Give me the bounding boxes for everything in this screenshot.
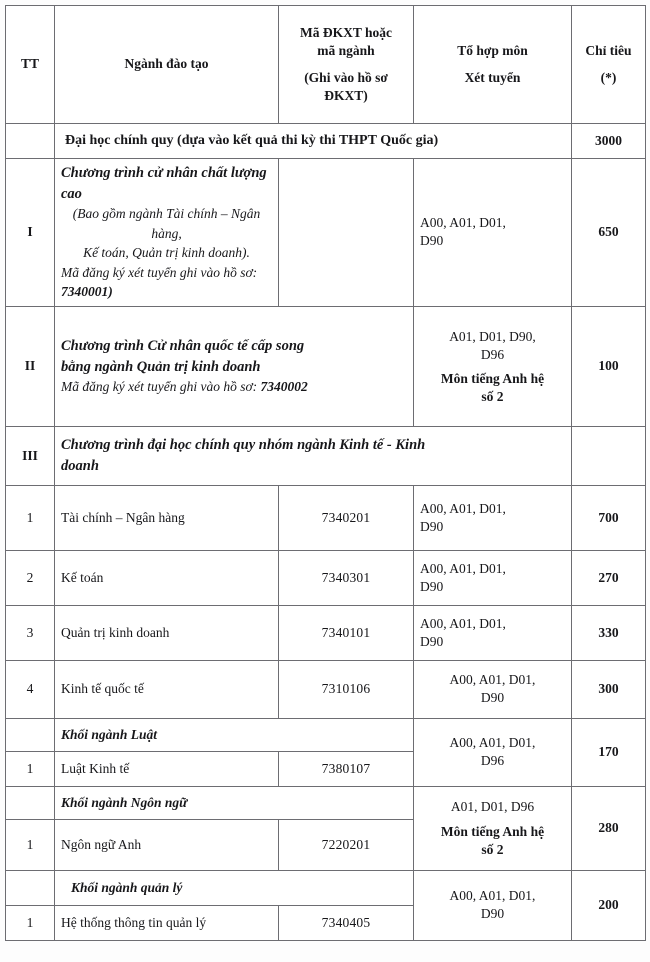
table-row bbox=[6, 550, 646, 605]
section-III-line2: doanh bbox=[61, 457, 99, 474]
section-I-combo-line1: A00, A01, D01, bbox=[420, 215, 506, 231]
section-III-tt: III bbox=[6, 426, 55, 485]
section-II-line3-prefix: Mã đăng ký xét tuyển ghi vào hồ sơ: bbox=[61, 379, 261, 395]
major-name: Kế toán bbox=[55, 550, 279, 605]
major-name: Tài chính – Ngân hàng bbox=[55, 485, 279, 550]
major-combo-line2: D90 bbox=[480, 690, 505, 706]
group-title: Khối ngành quản lý bbox=[55, 870, 414, 905]
major-code: 7380107 bbox=[279, 751, 414, 786]
major-code: 7340201 bbox=[279, 485, 414, 550]
section-II-line2: bằng ngành Quản trị kinh doanh bbox=[61, 358, 261, 375]
section-II-tt: II bbox=[6, 306, 55, 426]
section-I-line4 bbox=[61, 263, 272, 302]
major-tt: 3 bbox=[6, 605, 55, 660]
group-tt-empty bbox=[6, 718, 55, 751]
major-tt: 1 bbox=[6, 751, 55, 786]
group-combo-line2: D96 bbox=[480, 753, 505, 769]
header-chitieu-line1: Chỉ tiêu bbox=[585, 42, 632, 58]
section-II-quota: 100 bbox=[572, 306, 646, 426]
major-tt: 1 bbox=[6, 485, 55, 550]
group-combo-line1: A00, A01, D01, bbox=[449, 735, 536, 751]
group-combo-sub2: số 2 bbox=[481, 842, 504, 857]
major-name: Quản trị kinh doanh bbox=[55, 605, 279, 660]
major-combo-line1: A00, A01, D01, bbox=[420, 560, 506, 576]
major-combo-line1: A00, A01, D01, bbox=[420, 500, 506, 516]
header-cell-tohop bbox=[414, 6, 572, 124]
header-cell-nganh: Ngành đào tạo bbox=[55, 6, 279, 124]
banner-cell-tt bbox=[6, 124, 55, 159]
major-name: Hệ thống thông tin quản lý bbox=[55, 905, 279, 940]
section-I-line1: Chương trình cử nhân chất lượng cao bbox=[61, 165, 267, 202]
group-title-row bbox=[6, 870, 646, 905]
banner-title: Đại học chính quy (dựa vào kết quả thi kỳ thi THPT Quốc gia) bbox=[55, 124, 572, 159]
group-combo-line2: D90 bbox=[480, 906, 505, 922]
header-tohop-spacer bbox=[420, 60, 565, 69]
major-quota: 700 bbox=[572, 485, 646, 550]
group-title-row bbox=[6, 718, 646, 751]
group-quota: 170 bbox=[572, 718, 646, 786]
group-combination bbox=[414, 786, 572, 870]
major-code: 7310106 bbox=[279, 660, 414, 718]
header-ma-line1: Mã ĐKXT hoặc bbox=[299, 24, 392, 40]
section-III-description bbox=[55, 426, 572, 485]
header-cell-ma bbox=[279, 6, 414, 124]
section-II-combo-sub1: Môn tiếng Anh hệ bbox=[440, 370, 545, 386]
section-II-line3 bbox=[61, 377, 407, 397]
section-row-I bbox=[6, 159, 646, 307]
group-combination bbox=[414, 870, 572, 940]
major-combination bbox=[414, 660, 572, 718]
major-name: Luật Kinh tế bbox=[55, 751, 279, 786]
admissions-quota-table bbox=[5, 5, 646, 941]
major-combo-line1: A00, A01, D01, bbox=[449, 672, 536, 688]
header-tohop-line2: Xét tuyển bbox=[464, 70, 521, 85]
major-tt: 4 bbox=[6, 660, 55, 718]
section-I-combo-line2: D90 bbox=[420, 233, 444, 249]
section-I-quota: 650 bbox=[572, 159, 646, 307]
section-I-line2: (Bao gồm ngành Tài chính – Ngân hàng, bbox=[72, 206, 261, 241]
group-combo-sub1: Môn tiếng Anh hệ bbox=[440, 824, 545, 840]
major-combination bbox=[414, 485, 572, 550]
section-I-tt: I bbox=[6, 159, 55, 307]
section-I-combination bbox=[414, 159, 572, 307]
group-title: Khối ngành Ngôn ngữ bbox=[55, 786, 414, 819]
header-ma-line3: (Ghi vào hồ sơ bbox=[304, 70, 388, 85]
major-combo-line1: A00, A01, D01, bbox=[420, 615, 506, 631]
section-row-II bbox=[6, 306, 646, 426]
major-code: 7220201 bbox=[279, 819, 414, 870]
header-tohop-line1: Tổ hợp môn bbox=[457, 42, 528, 58]
major-combo-line2: D90 bbox=[420, 518, 444, 534]
header-cell-chitieu bbox=[572, 6, 646, 124]
major-code: 7340301 bbox=[279, 550, 414, 605]
group-quota: 200 bbox=[572, 870, 646, 940]
major-code: 7340101 bbox=[279, 605, 414, 660]
major-combination bbox=[414, 605, 572, 660]
group-combination bbox=[414, 718, 572, 786]
major-combination bbox=[414, 550, 572, 605]
header-chitieu-line2: (*) bbox=[600, 70, 617, 85]
group-combo-line1: A00, A01, D01, bbox=[449, 888, 536, 904]
table-header-row bbox=[6, 6, 646, 124]
section-II-combo-line2: D96 bbox=[480, 346, 505, 362]
group-quota: 280 bbox=[572, 786, 646, 870]
section-II-combo-sub2: số 2 bbox=[481, 388, 504, 404]
section-II-registration-code: 7340002 bbox=[260, 379, 308, 395]
section-I-description bbox=[55, 159, 279, 307]
table-row bbox=[6, 660, 646, 718]
header-ma-line2: mã ngành bbox=[317, 42, 375, 58]
section-I-line3: Kế toán, Quản trị kinh doanh). bbox=[83, 245, 250, 261]
section-II-combo-line1: A01, D01, D90, bbox=[449, 328, 536, 344]
major-quota: 330 bbox=[572, 605, 646, 660]
major-tt: 1 bbox=[6, 905, 55, 940]
section-II-combination bbox=[414, 306, 572, 426]
section-III-quota-empty bbox=[572, 426, 646, 485]
major-code: 7340405 bbox=[279, 905, 414, 940]
section-I-registration-code: 7340001) bbox=[61, 284, 113, 300]
table-row bbox=[6, 605, 646, 660]
section-I-ma-empty bbox=[279, 159, 414, 307]
major-name: Ngôn ngữ Anh bbox=[55, 819, 279, 870]
major-combo-line2: D90 bbox=[420, 578, 444, 594]
group-title: Khối ngành Luật bbox=[55, 718, 414, 751]
section-I-line4-prefix: Mã đăng ký xét tuyển ghi vào hồ sơ: bbox=[61, 264, 258, 280]
header-chitieu-spacer bbox=[578, 60, 639, 69]
group-combo-line1: A01, D01, D96 bbox=[450, 799, 535, 815]
header-ma-spacer bbox=[285, 60, 407, 69]
group-title-row bbox=[6, 786, 646, 819]
banner-row bbox=[6, 124, 646, 159]
section-II-line1: Chương trình Cử nhân quốc tế cấp song bbox=[61, 338, 305, 355]
major-quota: 270 bbox=[572, 550, 646, 605]
major-combo-line2: D90 bbox=[420, 633, 444, 649]
major-quota: 300 bbox=[572, 660, 646, 718]
table-row bbox=[6, 485, 646, 550]
section-row-III bbox=[6, 426, 646, 485]
section-III-line1: Chương trình đại học chính quy nhóm ngành Kinh tế - Kinh bbox=[61, 437, 426, 454]
section-II-description bbox=[55, 306, 414, 426]
banner-quota: 3000 bbox=[572, 124, 646, 159]
group-tt-empty bbox=[6, 870, 55, 905]
header-ma-line4: ĐKXT) bbox=[324, 88, 368, 104]
major-tt: 1 bbox=[6, 819, 55, 870]
group-tt-empty bbox=[6, 786, 55, 819]
header-cell-tt: TT bbox=[6, 6, 55, 124]
major-name: Kinh tế quốc tế bbox=[55, 660, 279, 718]
major-tt: 2 bbox=[6, 550, 55, 605]
